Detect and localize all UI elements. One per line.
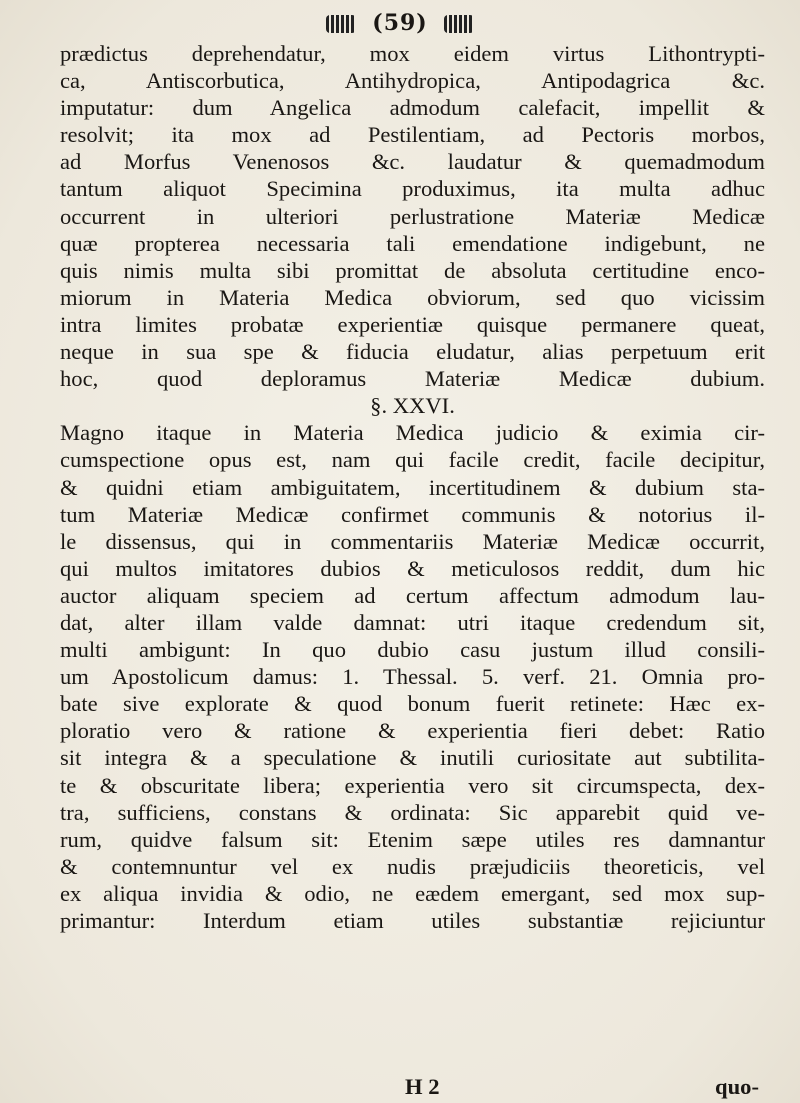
text-line: rum, quidve falsum sit: Etenim sæpe utiles res damnantur [60, 826, 765, 852]
text-line: primantur: Interdum etiam utiles substantiæ rejiciuntur [60, 908, 765, 933]
catchword: quo- [715, 1074, 759, 1099]
text-line: imputatur: dum Angelica admodum calefacit, impellit & [60, 95, 765, 121]
text-line: ploratio vero & ratione & experientia fieri debet: Ratio [60, 718, 765, 744]
text-line: cumspectione opus est, nam qui facile credit, facile decipitur, [60, 447, 765, 473]
text-line: & contemnuntur vel ex nudis præjudiciis theoreticis, vel [60, 853, 765, 879]
text-line: hoc, quod deploramus Materiæ Medicæ dubium. [60, 366, 765, 392]
signature-mark: H 2 [405, 1074, 440, 1099]
text-line: qui multos imitatores dubios & meticulosos reddit, dum hic [60, 555, 765, 581]
text-line: bate sive explorate & quod bonum fuerit retinete: Hæc ex- [60, 691, 765, 717]
text-line: quis nimis multa sibi promittat de absoluta certitudine enco- [60, 257, 765, 283]
text-line: occurrent in ulteriori perlustratione Materiæ Medicæ [60, 203, 765, 229]
right-ornament-icon [444, 15, 474, 33]
text-line: tantum aliquot Specimina produximus, ita multa adhuc [60, 176, 765, 202]
text-line: multi ambigunt: In quo dubio casu justum illud consili- [60, 637, 765, 663]
text-line: ex aliqua invidia & odio, ne eædem emergant, sed mox sup- [60, 880, 765, 906]
text-line: tum Materiæ Medicæ confirmet communis & notorius il- [60, 501, 765, 527]
body-text [60, 40, 765, 934]
text-line: dat, alter illam valde damnat: utri itaque credendum sit, [60, 609, 765, 635]
text-line: resolvit; ita mox ad Pestilentiam, ad Pectoris morbos, [60, 122, 765, 148]
text-line: ca, Antiscorbutica, Antihydropica, Antipodagrica &c. [60, 68, 765, 94]
text-line: auctor aliquam speciem ad certum affectum admodum lau- [60, 582, 765, 608]
text-line: le dissensus, qui in commentariis Materiæ Medicæ occurrit, [60, 528, 765, 554]
text-line: intra limites probatæ experientiæ quisque permanere queat, [60, 311, 765, 337]
page-header [0, 10, 800, 36]
text-line: te & obscuritate libera; experientia vero sit circumspecta, dex- [60, 772, 765, 798]
text-line: tra, sufficiens, constans & ordinata: Sic apparebit quid ve- [60, 799, 765, 825]
text-line: ad Morfus Venenosos &c. laudatur & quemadmodum [60, 149, 765, 175]
text-line: neque in sua spe & fiducia eludatur, alias perpetuum erit [60, 339, 765, 365]
text-line: sit integra & a speculatione & inutili curiositate aut subtilita- [60, 745, 765, 771]
text-line: & quidni etiam ambiguitatem, incertitudinem & dubium sta- [60, 474, 765, 500]
text-line: prædictus deprehendatur, mox eidem virtus Lithontrypti- [60, 41, 765, 66]
left-ornament-icon [326, 15, 356, 33]
section-heading: §. XXVI. [370, 393, 455, 419]
text-line: Magno itaque in Materia Medica judicio & eximia cir- [60, 420, 765, 446]
page-number: (59) [372, 10, 428, 36]
page-footer [60, 1074, 765, 1102]
text-line: miorum in Materia Medica obviorum, sed quo vicissim [60, 284, 765, 310]
text-line: um Apostolicum damus: 1. Thessal. 5. verf. 21. Omnia pro- [60, 664, 765, 690]
text-line: quæ propterea necessaria tali emendatione indigebunt, ne [60, 230, 765, 256]
